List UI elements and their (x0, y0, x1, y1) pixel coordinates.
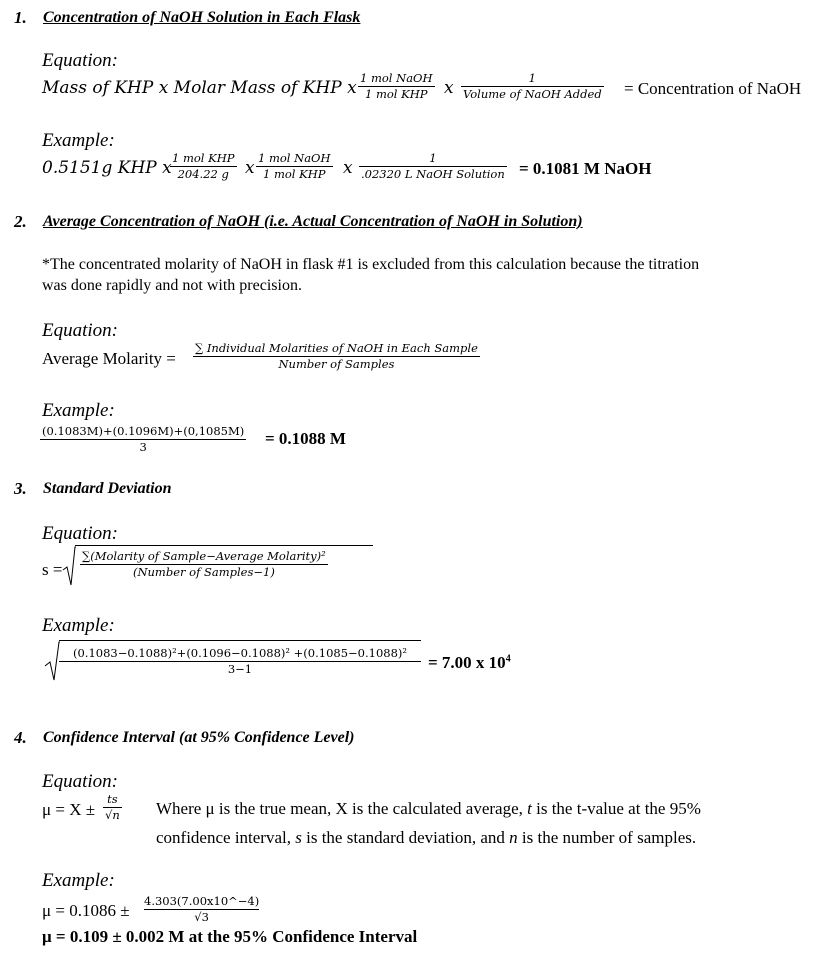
section-number: 2. (14, 212, 27, 231)
fraction-average (193, 341, 480, 372)
example-label: Example: (42, 870, 115, 891)
times-sign: x (444, 78, 454, 98)
description-text: confidence interval, (156, 828, 296, 847)
square-root-icon (62, 545, 76, 587)
example-label: Example: (42, 400, 115, 421)
fraction-numerator: (0.1083−0.1088)²+(0.1096−0.1088)² +(0.1085−0.1088)² (72, 646, 408, 660)
section-number: 4. (14, 728, 27, 747)
example-lhs: μ = 0.1086 ± (42, 901, 130, 920)
fraction-average-example (40, 424, 246, 455)
result-exponent: 4 (505, 653, 511, 665)
fraction-denominator: 204.22 g (170, 166, 237, 182)
fraction-volume (359, 151, 507, 182)
equation-lhs: Mass of KHP x Molar Mass of KHP x (42, 78, 357, 98)
description-text: is the t-value at the 95% (531, 799, 701, 818)
equation-lhs: μ = X ± (42, 800, 96, 819)
fraction-numerator: 4.303(7.00x10^−4) (144, 894, 260, 908)
fraction-numerator: ∑ Individual Molarities of NaOH in Each Sample (195, 341, 478, 355)
example-lhs: 0.5151g KHP x (42, 158, 172, 178)
description-line (156, 828, 696, 848)
description-text: Where μ is the true mean, X is the calculated average, (156, 799, 528, 818)
fraction-numerator: 1 mol NaOH (360, 71, 433, 85)
fraction-denominator: (Number of Samples−1) (80, 564, 328, 580)
equation-label: Equation: (42, 771, 118, 792)
radical-bar (75, 545, 373, 546)
section-title: Concentration of NaOH Solution in Each Flask (43, 9, 361, 26)
fraction-std-dev-example (59, 646, 421, 677)
equation-lhs: Average Molarity = (42, 349, 176, 368)
fraction-numerator: ∑(Molarity of Sample−Average Molarity)² (82, 549, 326, 563)
example-result: = 0.1088 M (265, 429, 346, 448)
fraction-denominator: .02320 L NaOH Solution (361, 167, 505, 181)
fraction-mol-ratio (256, 151, 333, 182)
example-result (428, 653, 511, 673)
equation-lhs: s = (42, 560, 63, 579)
fraction-numerator: (0.1083M)+(0.1096M)+(0,1085M) (42, 424, 245, 438)
fraction-mol-ratio (358, 71, 435, 102)
fraction-ts-root-n (103, 792, 122, 823)
description-text: is the number of samples. (517, 828, 697, 847)
description-var: t (527, 799, 532, 818)
fraction-denominator: 1 mol KHP (358, 86, 435, 102)
fraction-ci-example (142, 894, 261, 925)
fraction-numerator: 1 mol KHP (172, 151, 235, 165)
description-var: n (509, 828, 518, 847)
fraction-numerator: ts (107, 792, 118, 806)
note-line: *The concentrated molarity of NaOH in flask #1 is excluded from this calculation because the titration (42, 256, 700, 273)
square-root-icon (44, 640, 60, 682)
section-title: Standard Deviation (43, 480, 172, 497)
fraction-numerator: 1 (528, 71, 536, 85)
fraction-volume (461, 71, 604, 102)
example-result: = 0.1081 M NaOH (519, 159, 652, 178)
example-label: Example: (42, 615, 115, 636)
times-sign: x (245, 158, 255, 178)
equation-label: Equation: (42, 523, 118, 544)
section-number: 3. (14, 479, 27, 498)
final-result: μ = 0.109 ± 0.002 M at the 95% Confidence Interval (42, 927, 418, 946)
fraction-denominator: 1 mol KHP (256, 166, 333, 182)
note-line: was done rapidly and not with precision. (42, 277, 302, 294)
fraction-denominator: 3 (40, 439, 246, 455)
equation-rhs: = Concentration of NaOH (624, 79, 802, 98)
result-value: = 7.00 x 10 (428, 653, 506, 672)
fraction-std-dev (80, 549, 328, 580)
fraction-molar-mass (170, 151, 237, 182)
section-number: 1. (14, 8, 27, 27)
fraction-denominator: 3−1 (59, 661, 421, 677)
fraction-denominator: √n (105, 808, 120, 822)
example-label: Example: (42, 130, 115, 151)
times-sign: x (343, 158, 353, 178)
fraction-denominator-text: √3 (144, 909, 259, 925)
fraction-denominator: Volume of NaOH Added (463, 87, 602, 101)
description-text: is the standard deviation, and (301, 828, 510, 847)
radical-bar (59, 640, 421, 641)
section-title: Confidence Interval (at 95% Confidence Level) (43, 729, 355, 746)
fraction-denominator: Number of Samples (193, 356, 480, 372)
equation-label: Equation: (42, 320, 118, 341)
section-title: Average Concentration of NaOH (i.e. Actual Concentration of NaOH in Solution) (43, 213, 583, 230)
fraction-numerator: 1 (429, 151, 437, 165)
equation-label: Equation: (42, 50, 118, 71)
description-line (156, 799, 701, 819)
fraction-denominator (142, 909, 261, 925)
fraction-numerator: 1 mol NaOH (258, 151, 331, 165)
description-var: s (295, 828, 302, 847)
